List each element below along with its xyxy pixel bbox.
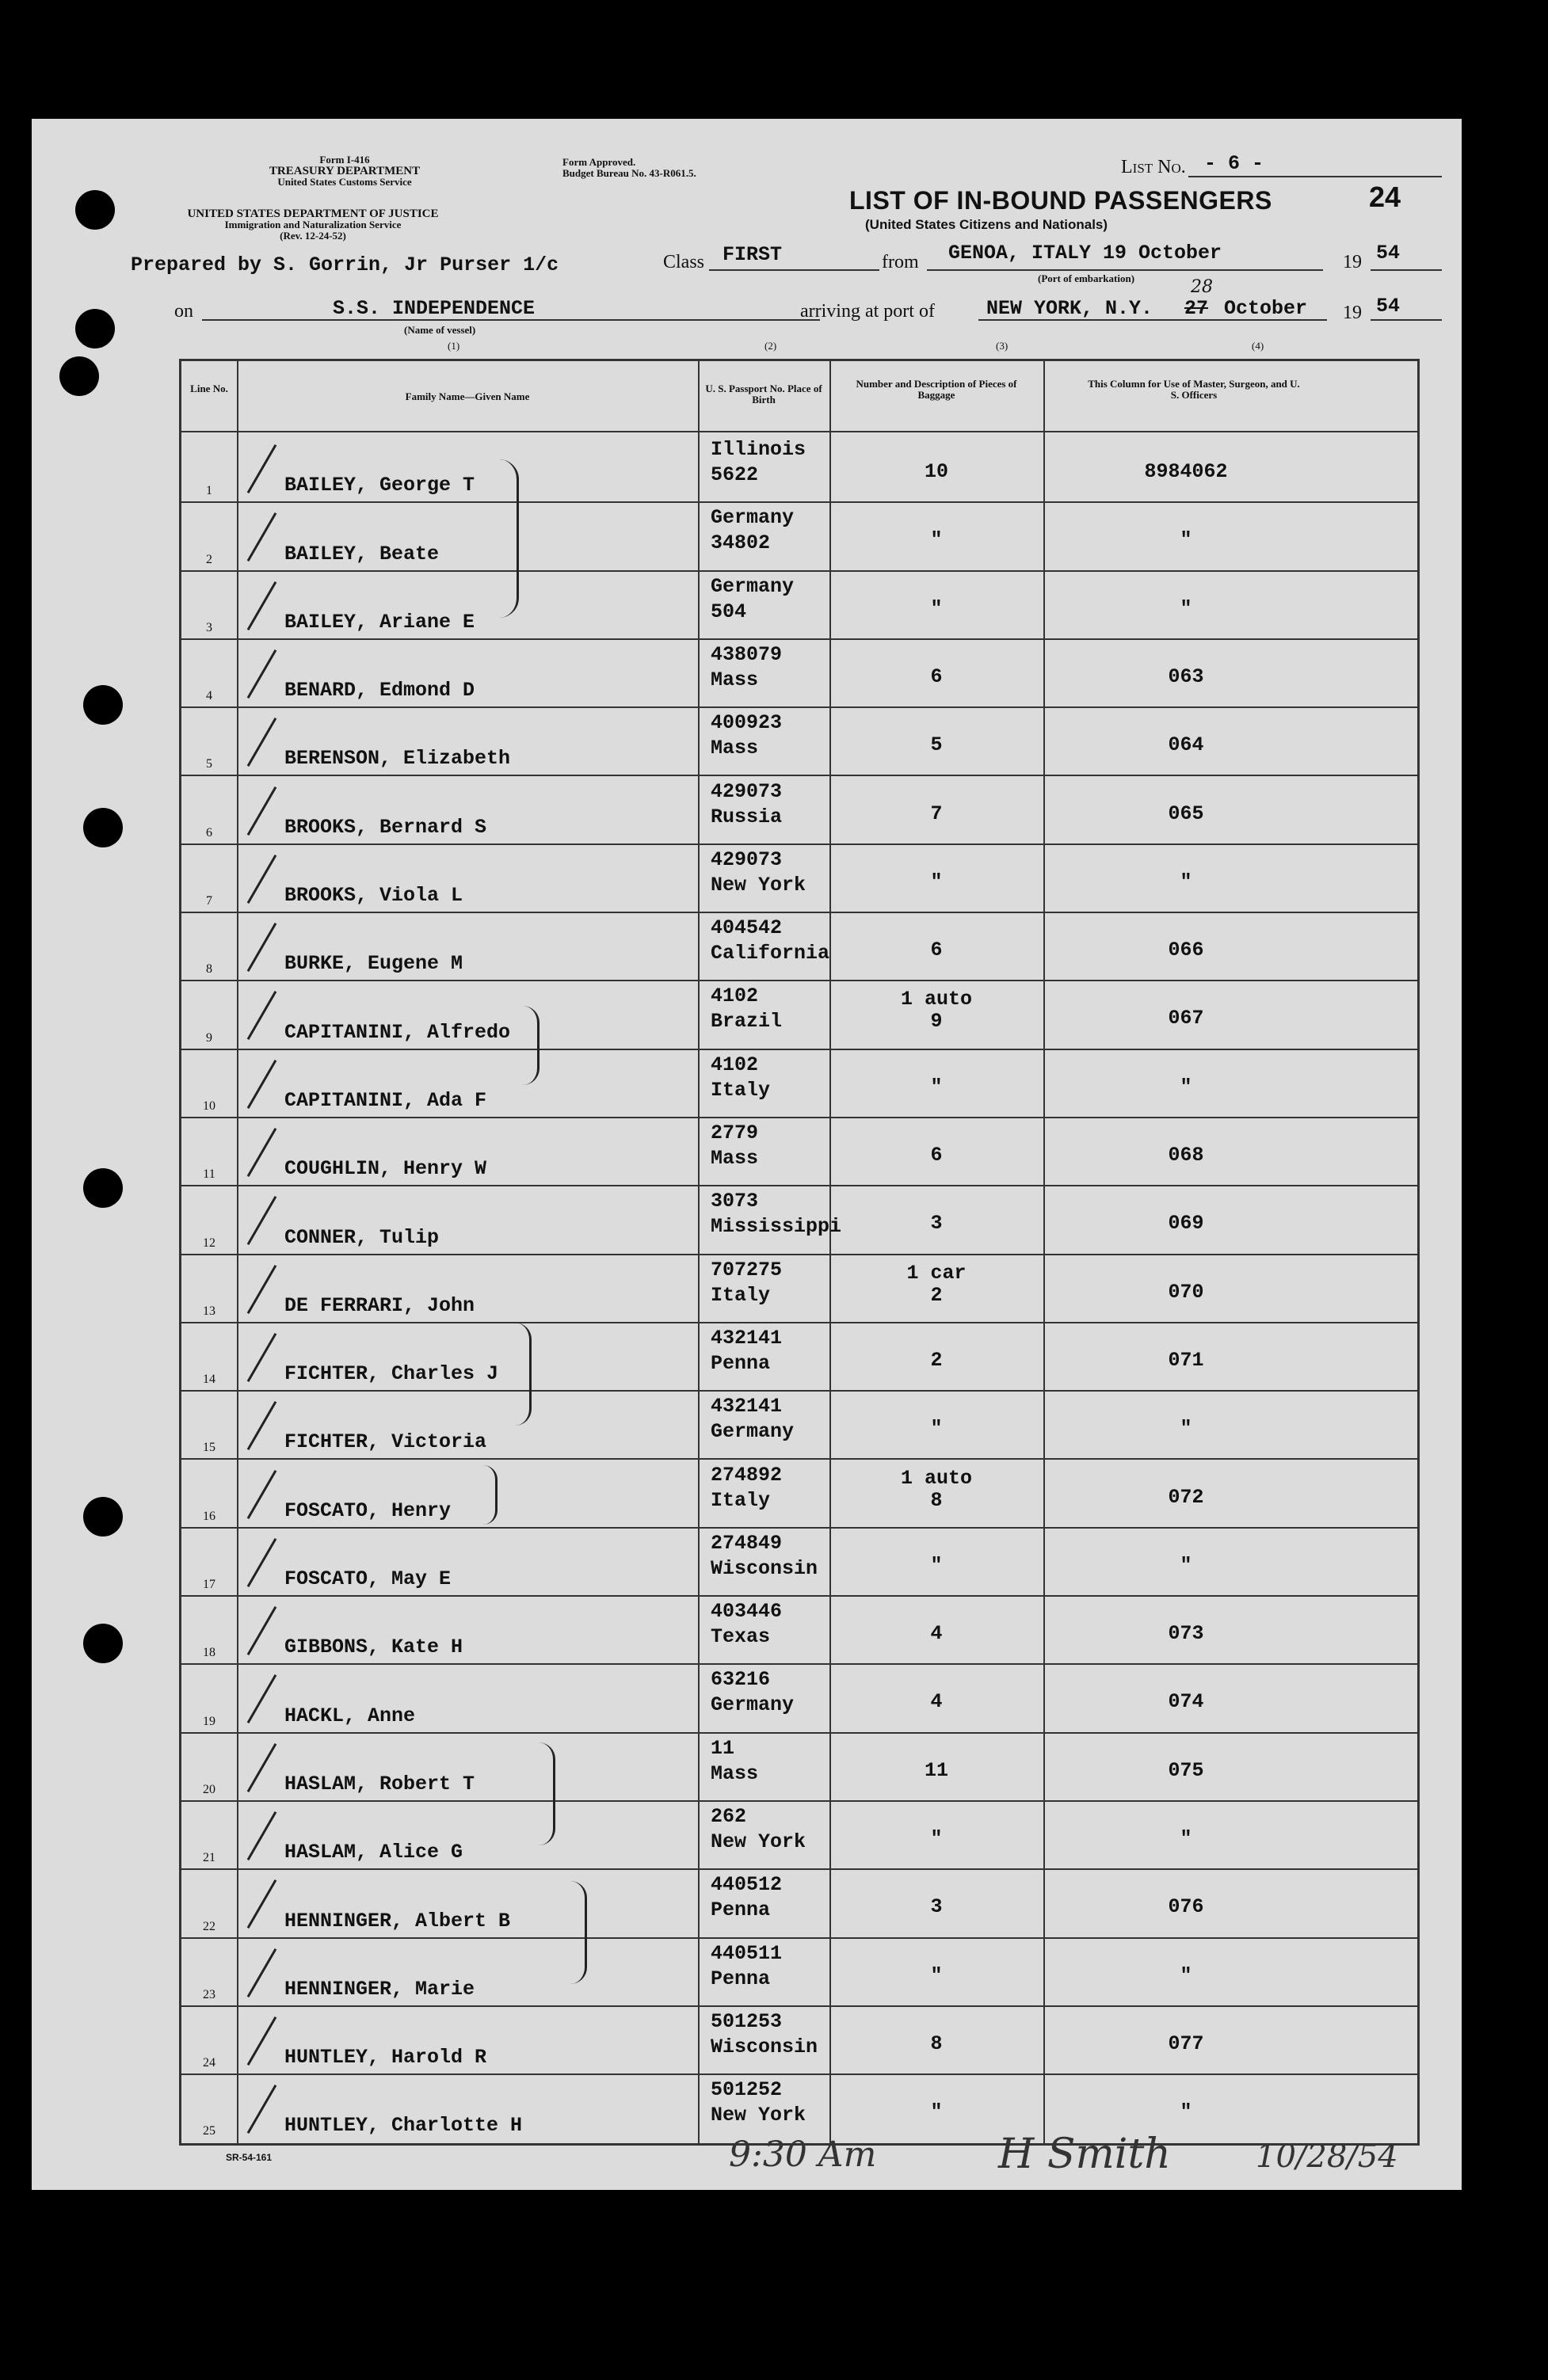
punch-hole xyxy=(83,1168,123,1208)
check-mark xyxy=(247,1196,277,1245)
place-of-birth: Mass xyxy=(711,1147,759,1170)
check-mark xyxy=(247,649,277,699)
on-label: on xyxy=(174,301,193,322)
official-use: 076 xyxy=(1168,1895,1204,1919)
place-of-birth: Germany xyxy=(711,1420,795,1444)
header-official-use: This Column for Use of Master, Surgeon, and U. S. Officers xyxy=(1088,378,1300,401)
passenger-name: HACKL, Anne xyxy=(284,1704,416,1727)
table-row xyxy=(181,1800,1417,1870)
family-bracket xyxy=(499,459,519,618)
line-number: 4 xyxy=(206,689,212,703)
table-row xyxy=(181,1049,1417,1118)
passport-number: 63216 xyxy=(711,1668,771,1692)
place-of-birth: Italy xyxy=(711,1283,771,1307)
official-use: 066 xyxy=(1168,939,1204,962)
form-header-left xyxy=(226,154,463,188)
page-number: 24 xyxy=(1369,181,1401,213)
passenger-name: BERENSON, Elizabeth xyxy=(284,747,511,771)
table-row xyxy=(181,1185,1417,1255)
place-of-birth: Germany xyxy=(711,1693,795,1717)
year-1: 54 xyxy=(1376,242,1401,265)
table-row xyxy=(181,2073,1417,2142)
check-mark xyxy=(247,1538,277,1587)
passport-number: 404542 xyxy=(711,916,783,940)
passport-number: Germany xyxy=(711,506,795,530)
year-2: 54 xyxy=(1376,295,1401,318)
table-row xyxy=(181,912,1417,981)
baggage-vehicle: 1 car xyxy=(906,1261,967,1285)
official-use: " xyxy=(1180,596,1192,620)
place-of-birth: Brazil xyxy=(711,1010,783,1034)
arrival-date-correction: 28 xyxy=(1191,277,1213,297)
official-use: " xyxy=(1180,528,1192,552)
place-of-birth: Italy xyxy=(711,1488,771,1512)
passenger-name: BURKE, Eugene M xyxy=(284,952,463,976)
passenger-name: CONNER, Tulip xyxy=(284,1225,440,1249)
punch-hole xyxy=(75,190,115,230)
passport-number: 432141 xyxy=(711,1395,783,1418)
baggage-count: 4 xyxy=(930,1622,943,1646)
passenger-name: BAILEY, Beate xyxy=(284,542,440,565)
line-number: 17 xyxy=(203,1578,215,1592)
table-row xyxy=(181,1937,1417,2007)
budget-bureau: Budget Bureau No. 43-R061.5. xyxy=(562,167,696,179)
check-mark xyxy=(247,444,277,493)
check-mark xyxy=(247,1879,277,1929)
line-number: 18 xyxy=(203,1646,215,1660)
passport-number: 403446 xyxy=(711,1600,783,1624)
place-of-birth: Texas xyxy=(711,1625,771,1649)
table-row xyxy=(181,638,1417,708)
official-use: 073 xyxy=(1168,1622,1204,1646)
passenger-name: HENNINGER, Marie xyxy=(284,1977,475,2001)
check-mark xyxy=(247,512,277,562)
line-number: 22 xyxy=(203,1919,215,1933)
family-bracket xyxy=(570,1881,587,1984)
col-num-2: (2) xyxy=(764,340,777,352)
official-use: " xyxy=(1180,870,1192,893)
table-row xyxy=(181,843,1417,913)
table-row xyxy=(181,1527,1417,1597)
passenger-name: FICHTER, Charles J xyxy=(284,1362,499,1386)
passenger-table xyxy=(179,359,1420,2146)
passenger-name: FICHTER, Victoria xyxy=(284,1430,487,1454)
place-of-birth: Penna xyxy=(711,1898,771,1922)
place-of-birth: California xyxy=(711,942,830,965)
table-row xyxy=(181,433,1417,503)
check-mark xyxy=(247,855,277,904)
table-row xyxy=(181,570,1417,640)
baggage-count: 9 xyxy=(930,1010,943,1034)
check-mark xyxy=(247,786,277,835)
line-number: 10 xyxy=(203,1099,215,1113)
arriving-label: arriving at port of xyxy=(800,301,935,322)
baggage-count: 2 xyxy=(930,1283,943,1307)
official-use: " xyxy=(1180,1417,1192,1441)
passenger-name: BROOKS, Viola L xyxy=(284,884,463,908)
punch-hole xyxy=(83,1624,123,1663)
table-row xyxy=(181,1117,1417,1186)
place-of-birth: Penna xyxy=(711,1351,771,1375)
baggage-count: " xyxy=(930,596,943,620)
baggage-vehicle: 1 auto xyxy=(900,1466,972,1490)
passport-number: 274849 xyxy=(711,1531,783,1555)
check-mark xyxy=(247,1469,277,1518)
line-number: 21 xyxy=(203,1851,215,1865)
table-row xyxy=(181,2005,1417,2075)
official-use: 077 xyxy=(1168,2032,1204,2055)
baggage-count: " xyxy=(930,870,943,893)
official-use: 075 xyxy=(1168,1758,1204,1782)
line-number: 1 xyxy=(206,484,212,498)
passenger-name: FOSCATO, Henry xyxy=(284,1498,452,1522)
baggage-count: 7 xyxy=(930,802,943,825)
baggage-count: 2 xyxy=(930,1348,943,1372)
place-of-birth: Mass xyxy=(711,668,759,691)
port-embark-caption: (Port of embarkation) xyxy=(1038,272,1135,284)
table-row xyxy=(181,501,1417,571)
baggage-count: " xyxy=(930,528,943,552)
passport-number: 11 xyxy=(711,1736,735,1760)
baggage-count: 6 xyxy=(930,664,943,688)
arrival-month: October xyxy=(1224,297,1308,320)
official-use: " xyxy=(1180,1553,1192,1577)
official-use: 8984062 xyxy=(1144,460,1228,483)
line-number: 11 xyxy=(203,1167,215,1182)
line-number: 3 xyxy=(206,620,212,634)
place-of-birth: Italy xyxy=(711,1078,771,1102)
passport-number: 501252 xyxy=(711,2078,783,2102)
official-use: 065 xyxy=(1168,802,1204,825)
passport-number: 432141 xyxy=(711,1326,783,1350)
punch-hole xyxy=(83,808,123,847)
place-of-birth: New York xyxy=(711,2104,806,2127)
check-mark xyxy=(247,991,277,1040)
place-of-birth: Mississippi xyxy=(711,1215,842,1239)
baggage-vehicle: 1 auto xyxy=(900,988,972,1011)
table-row xyxy=(181,775,1417,845)
passenger-name: BROOKS, Bernard S xyxy=(284,815,487,839)
header-baggage: Number and Description of Pieces of Baggage xyxy=(856,378,1017,401)
class-value: FIRST xyxy=(723,243,783,266)
check-mark xyxy=(247,1743,277,1792)
passenger-name: COUGHLIN, Henry W xyxy=(284,1157,487,1181)
passport-number: 3073 xyxy=(711,1190,759,1213)
baggage-count: 8 xyxy=(930,2032,943,2055)
official-use: " xyxy=(1180,1075,1192,1099)
passport-number: 4102 xyxy=(711,1053,759,1076)
check-mark xyxy=(247,581,277,630)
port-embarkation: GENOA, ITALY 19 October xyxy=(948,242,1222,265)
check-mark xyxy=(247,2016,277,2066)
page-subtitle: (United States Citizens and Nationals) xyxy=(865,217,1108,232)
justice-header xyxy=(174,208,452,242)
passenger-name: BENARD, Edmond D xyxy=(284,679,475,703)
passport-number: Illinois xyxy=(711,438,806,461)
official-use: 074 xyxy=(1168,1690,1204,1714)
check-mark xyxy=(247,1606,277,1655)
passenger-name: HENNINGER, Albert B xyxy=(284,1909,511,1933)
family-bracket xyxy=(539,1742,555,1845)
col-num-3: (3) xyxy=(996,340,1008,352)
vessel-caption: (Name of vessel) xyxy=(404,324,476,336)
check-mark xyxy=(247,718,277,767)
list-no-label: List No. xyxy=(1121,157,1186,177)
place-of-birth: Wisconsin xyxy=(711,1556,818,1580)
baggage-count: 6 xyxy=(930,1144,943,1167)
header-line-no: Line No. xyxy=(190,383,228,394)
passenger-name: FOSCATO, May E xyxy=(284,1567,452,1591)
customs-service: United States Customs Service xyxy=(277,176,412,188)
official-use: " xyxy=(1180,1827,1192,1850)
passport-number: 440511 xyxy=(711,1941,783,1965)
baggage-count: " xyxy=(930,1963,943,1987)
check-mark xyxy=(247,2085,277,2134)
official-use: 071 xyxy=(1168,1348,1204,1372)
official-use: " xyxy=(1180,2100,1192,2124)
check-mark xyxy=(247,1265,277,1314)
table-row xyxy=(181,1459,1417,1529)
place-of-birth: Mass xyxy=(711,1761,759,1785)
check-mark xyxy=(247,1811,277,1860)
baggage-count: " xyxy=(930,1075,943,1099)
line-number: 25 xyxy=(203,2124,215,2138)
place-of-birth: 34802 xyxy=(711,531,771,555)
baggage-count: 10 xyxy=(924,460,948,483)
header-name: Family Name—Given Name xyxy=(405,390,530,402)
check-mark xyxy=(247,1674,277,1723)
list-no-value: - 6 - xyxy=(1204,152,1264,175)
passenger-name: GIBBONS, Kate H xyxy=(284,1636,463,1659)
inspector-signature: H Smith xyxy=(998,2131,1171,2178)
place-of-birth: Wisconsin xyxy=(711,2035,818,2058)
official-use: 072 xyxy=(1168,1485,1204,1509)
ins-service: Immigration and Naturalization Service xyxy=(224,219,402,230)
check-mark xyxy=(247,1333,277,1382)
arrival-port: NEW YORK, N.Y. xyxy=(986,297,1153,320)
vessel-name: S.S. INDEPENDENCE xyxy=(333,297,536,320)
form-approved-text: Form Approved. xyxy=(562,156,636,168)
baggage-count: 11 xyxy=(924,1758,948,1782)
passport-number: 2779 xyxy=(711,1121,759,1144)
line-number: 24 xyxy=(203,2056,215,2070)
official-use: 067 xyxy=(1168,1007,1204,1030)
line-number: 13 xyxy=(203,1304,215,1318)
col-num-4: (4) xyxy=(1252,340,1264,352)
passenger-name: BAILEY, George T xyxy=(284,474,475,497)
baggage-count: " xyxy=(930,1553,943,1577)
table-row xyxy=(181,1390,1417,1460)
place-of-birth: Mass xyxy=(711,737,759,760)
passport-number: 274892 xyxy=(711,1463,783,1487)
table-row xyxy=(181,1322,1417,1392)
line-number: 7 xyxy=(206,894,212,908)
class-label: Class xyxy=(663,252,705,272)
baggage-count: 3 xyxy=(930,1212,943,1236)
official-use: 068 xyxy=(1168,1144,1204,1167)
baggage-count: " xyxy=(930,1417,943,1441)
passport-number: 4102 xyxy=(711,984,759,1008)
table-row xyxy=(181,1595,1417,1665)
arrival-time: 9:30 Am xyxy=(729,2134,877,2175)
place-of-birth: Russia xyxy=(711,805,783,828)
justice-dept: UNITED STATES DEPARTMENT OF JUSTICE xyxy=(187,208,439,220)
baggage-count: 3 xyxy=(930,1895,943,1919)
check-mark xyxy=(247,1060,277,1109)
from-label: from xyxy=(882,252,919,272)
table-row xyxy=(181,1254,1417,1323)
passport-number: 440512 xyxy=(711,1873,783,1897)
family-bracket xyxy=(483,1465,498,1525)
passport-number: Germany xyxy=(711,574,795,598)
table-row xyxy=(181,706,1417,776)
col-num-1: (1) xyxy=(448,340,460,352)
baggage-count: 6 xyxy=(930,939,943,962)
line-number: 23 xyxy=(203,1987,215,2001)
line-number: 9 xyxy=(206,1030,212,1045)
table-row xyxy=(181,980,1417,1049)
passport-number: 429073 xyxy=(711,847,783,871)
place-of-birth: Penna xyxy=(711,1967,771,1990)
place-of-birth: 5622 xyxy=(711,463,759,486)
year-label-2: 19 xyxy=(1343,303,1362,323)
year-label-1: 19 xyxy=(1343,252,1362,272)
line-number: 20 xyxy=(203,1782,215,1796)
form-code: SR-54-161 xyxy=(226,2152,273,2163)
line-number: 5 xyxy=(206,757,212,771)
official-use: " xyxy=(1180,1963,1192,1987)
passenger-name: CAPITANINI, Ada F xyxy=(284,1088,487,1112)
place-of-birth: New York xyxy=(711,1830,806,1853)
form-approved xyxy=(562,157,696,179)
document-page xyxy=(32,119,1462,2190)
official-use: 063 xyxy=(1168,664,1204,688)
passenger-name: BAILEY, Ariane E xyxy=(284,610,475,634)
line-number: 6 xyxy=(206,825,212,840)
baggage-count: " xyxy=(930,2100,943,2124)
page-title: LIST OF IN-BOUND PASSENGERS xyxy=(849,186,1272,215)
place-of-birth: New York xyxy=(711,873,806,897)
line-number: 15 xyxy=(203,1441,215,1455)
baggage-count: 5 xyxy=(930,733,943,757)
passport-number: 501253 xyxy=(711,2009,783,2033)
form-revision: (Rev. 12-24-52) xyxy=(280,230,346,242)
signature-date: 10/28/54 xyxy=(1256,2138,1398,2175)
passenger-name: HUNTLEY, Charlotte H xyxy=(284,2114,523,2138)
form-number: Form I-416 xyxy=(319,154,370,166)
header-passport: U. S. Passport No. Place of Birth xyxy=(705,383,822,406)
passenger-name: DE FERRARI, John xyxy=(284,1293,475,1317)
table-row xyxy=(181,1732,1417,1802)
passport-number: 438079 xyxy=(711,642,783,666)
official-use: 070 xyxy=(1168,1280,1204,1304)
baggage-count: " xyxy=(930,1827,943,1850)
line-number: 19 xyxy=(203,1714,215,1728)
passenger-name: CAPITANINI, Alfredo xyxy=(284,1020,511,1044)
check-mark xyxy=(247,1401,277,1450)
baggage-count: 4 xyxy=(930,1690,943,1714)
treasury-dept: TREASURY DEPARTMENT xyxy=(269,165,421,177)
punch-hole xyxy=(83,685,123,725)
place-of-birth: 504 xyxy=(711,600,747,623)
official-use: 069 xyxy=(1168,1212,1204,1236)
passport-number: 262 xyxy=(711,1805,747,1828)
line-number: 14 xyxy=(203,1373,215,1387)
official-use: 064 xyxy=(1168,733,1204,757)
punch-hole xyxy=(59,356,99,396)
check-mark xyxy=(247,923,277,972)
baggage-count: 8 xyxy=(930,1488,943,1512)
check-mark xyxy=(247,1948,277,1997)
passport-number: 707275 xyxy=(711,1258,783,1281)
passenger-name: HASLAM, Alice G xyxy=(284,1841,463,1864)
arrival-date-struck: 27 xyxy=(1184,297,1209,320)
line-number: 2 xyxy=(206,552,212,566)
family-bracket xyxy=(523,1006,540,1085)
table-row xyxy=(181,1868,1417,1938)
prepared-by: Prepared by S. Gorrin, Jr Purser 1/c xyxy=(131,253,559,276)
line-number: 12 xyxy=(203,1236,215,1250)
punch-hole xyxy=(75,309,115,348)
passport-number: 400923 xyxy=(711,711,783,735)
table-row xyxy=(181,1663,1417,1733)
line-number: 8 xyxy=(206,962,212,977)
check-mark xyxy=(247,1128,277,1177)
line-number: 16 xyxy=(203,1509,215,1523)
passenger-name: HASLAM, Robert T xyxy=(284,1772,475,1795)
family-bracket xyxy=(515,1323,532,1426)
passenger-name: HUNTLEY, Harold R xyxy=(284,2046,487,2070)
passport-number: 429073 xyxy=(711,779,783,803)
punch-hole xyxy=(83,1497,123,1537)
